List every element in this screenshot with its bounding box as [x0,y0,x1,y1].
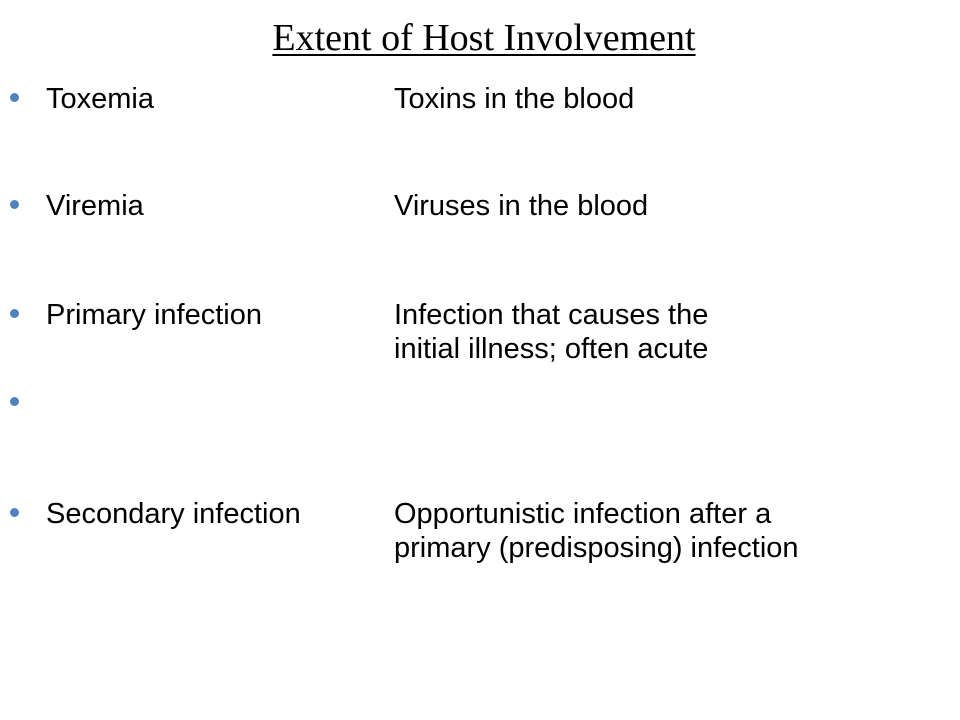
bullet-icon [10,309,19,318]
slide-title: Extent of Host Involvement [272,17,696,59]
bullet-icon [10,93,19,102]
definition-text: Toxins in the blood [394,83,635,115]
definition-text: Opportunistic infection after a primary (predisposing) infection [394,498,799,564]
definition-text: Infection that causes the initial illness; often acute [394,299,709,365]
term-label: Toxemia [46,83,154,115]
term-label: Primary infection [46,299,262,331]
bullet-icon [10,508,19,517]
term-label: Secondary infection [46,498,301,530]
bullet-icon [10,397,19,406]
definition-text: Viruses in the blood [394,190,649,222]
term-label: Viremia [46,190,144,222]
bullet-icon [10,200,19,209]
